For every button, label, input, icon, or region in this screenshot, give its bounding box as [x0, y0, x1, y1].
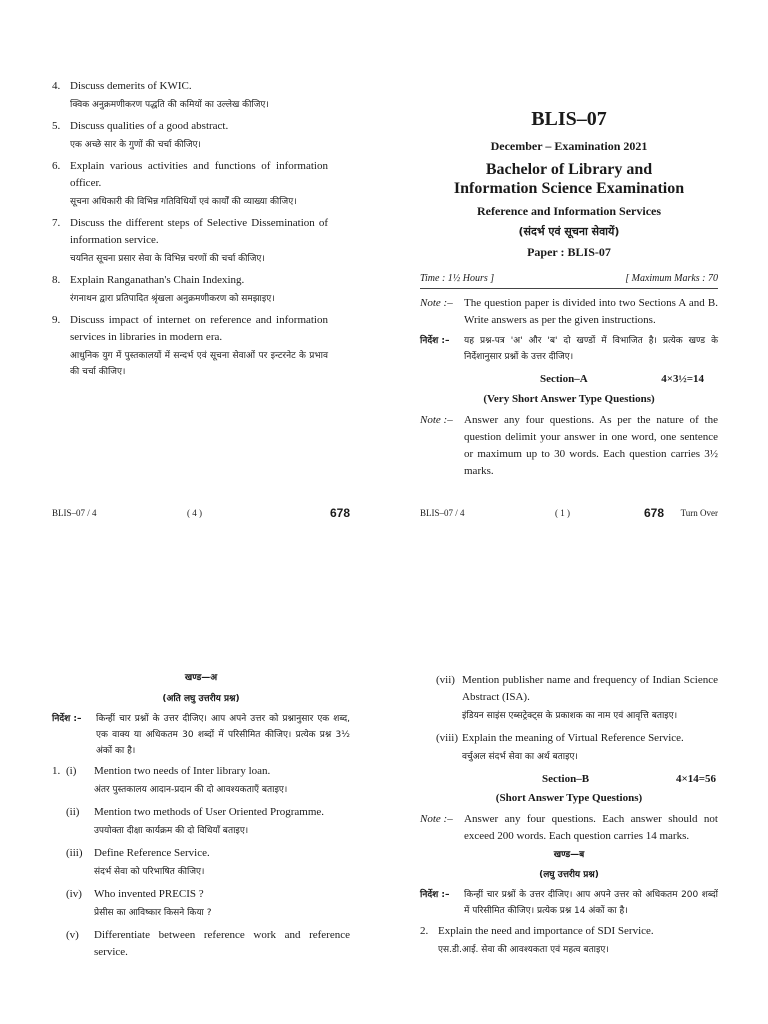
khand-b-nirdesh	[420, 887, 718, 919]
question-number: 6.	[52, 160, 61, 172]
subject-name: Reference and Information Services	[476, 204, 662, 218]
section-a-note	[420, 412, 718, 480]
nirdesh-label: निर्देश :–	[420, 336, 450, 346]
subquestion-label: (viii)	[436, 732, 458, 744]
question-text: Explain various activities and functions of information officer.	[70, 160, 328, 189]
question-text: Explain Ranganathan's Chain Indexing.	[70, 274, 245, 286]
section-a-marks: 4×3½=14	[661, 373, 704, 385]
khand-a-type: (अति लघु उत्तरीय प्रश्न)	[162, 694, 240, 704]
footer-page-number: ( 1 )	[555, 508, 570, 518]
question-text: Explain the need and importance of SDI Service.	[438, 925, 654, 937]
question-5	[52, 118, 328, 153]
subquestion-text: Who invented PRECIS ?	[94, 888, 204, 900]
question-number: 7.	[52, 217, 61, 229]
question-1	[52, 763, 350, 961]
exam-title-line1: Bachelor of Library and	[485, 161, 653, 178]
question-2	[420, 923, 718, 958]
subquestion-label: (iii)	[66, 847, 83, 859]
section-a-questions	[52, 670, 350, 961]
question-4	[52, 78, 328, 113]
exam-title-line2: Information Science Examination	[453, 180, 685, 197]
nirdesh-text: यह प्रश्न-पत्र 'अ' और 'ब' दो खण्डों में विभाजित है। प्रत्येक खण्ड के निर्देशानुसार प्रश्नों के उत्तर दीजिए।	[464, 336, 718, 362]
question-text-hindi: एस.डी.आई. सेवा की आवश्यकता एवं महत्व बताइए।	[438, 945, 609, 955]
note-text: The question paper is divided into two Sections A and B. Write answers as per the given instructions.	[464, 297, 718, 326]
subquestion-iii	[52, 845, 350, 880]
subquestion-i	[52, 763, 350, 798]
question-text: Discuss impact of internet on reference and information services in libraries in modern era.	[70, 314, 328, 343]
note-label: Note :–	[420, 813, 453, 825]
subquestion-text: Differentiate between reference work and reference service.	[94, 929, 350, 958]
question-number: 2.	[420, 925, 429, 937]
section-b-header	[420, 771, 718, 788]
khand-b-type: (लघु उत्तरीय प्रश्न)	[539, 870, 599, 880]
khand-b-title: खण्ड—ब	[553, 850, 585, 860]
question-number: 8.	[52, 274, 61, 286]
note-text: Answer any four questions. Each answer should not exceed 200 words. Each question carries 14 marks.	[464, 813, 718, 842]
footer-code: BLIS–07 / 4	[420, 508, 465, 518]
subquestion-text: Mention publisher name and frequency of Indian Science Abstract (ISA).	[462, 674, 718, 703]
paper-code-title: BLIS–07	[531, 108, 607, 130]
subquestion-text-hindi: वर्चुअल संदर्भ सेवा का अर्थ बताइए।	[462, 752, 578, 762]
question-8	[52, 272, 328, 307]
subquestion-text: Define Reference Service.	[94, 847, 210, 859]
turn-over-label: Turn Over	[680, 508, 718, 518]
subquestion-text-hindi: प्रेसीस का आविष्कार किसने किया ?	[94, 908, 212, 918]
footer-page-number: ( 4 )	[187, 508, 202, 518]
subquestion-label: (iv)	[66, 888, 82, 900]
nirdesh-label: निर्देश :–	[52, 714, 82, 724]
footer-number: 678	[329, 506, 350, 520]
time-marks-row	[420, 270, 718, 289]
subquestion-iv	[52, 886, 350, 921]
time-allowed: Time : 1½ Hours ]	[420, 273, 495, 284]
subquestion-text: Explain the meaning of Virtual Reference Service.	[462, 732, 684, 744]
question-6	[52, 158, 328, 210]
subquestion-ii	[52, 804, 350, 839]
subquestion-text-hindi: उपयोक्ता दीक्षा कार्यक्रम की दो विधियाँ बताइए।	[94, 826, 249, 836]
nirdesh-label: निर्देश :–	[420, 890, 450, 900]
question-text-hindi: आधुनिक युग में पुस्तकालयों में सन्दर्भ एवं सूचना सेवाओं पर इन्टरनेट के प्रभाव की चर्चा कीजिए।	[70, 351, 328, 377]
nirdesh-text: किन्हीं चार प्रश्नों के उत्तर दीजिए। आप अपने उत्तर को प्रश्नानुसार एक शब्द, एक वाक्य या अधिकतम 30 शब्दों में परिसीमित कीजिए। प्रत्येक प्रश्न 3½ अंकों का है।	[96, 714, 350, 756]
subquestion-text-hindi: संदर्भ सेवा को परिभाषित कीजिए।	[94, 867, 205, 877]
section-a-title: Section–A	[540, 373, 588, 385]
note-label: Note :–	[420, 297, 453, 309]
questions-list-left	[52, 78, 328, 385]
question-number: 4.	[52, 80, 61, 92]
question-number: 1.	[52, 765, 61, 777]
subquestion-viii	[420, 730, 718, 765]
general-note	[420, 295, 718, 329]
question-number: 9.	[52, 314, 61, 326]
subquestion-text-hindi: अंतर पुस्तकालय आदान-प्रदान की दो आवश्यकताएँ बताइए।	[94, 785, 288, 795]
footer-code: BLIS–07 / 4	[52, 508, 97, 518]
section-b-title: Section–B	[542, 773, 590, 785]
question-number: 5.	[52, 120, 61, 132]
exam-date: December – Examination 2021	[490, 139, 648, 153]
section-b-column	[420, 672, 718, 963]
note-text: Answer any four questions. As per the nature of the question delimit your answer in one word, one sentence or maximum up to 30 words. Each question carries 3½ marks.	[464, 414, 718, 477]
question-7	[52, 215, 328, 267]
subquestion-label: (vii)	[436, 674, 455, 686]
subquestion-label: (i)	[66, 765, 77, 777]
question-text: Discuss qualities of a good abstract.	[70, 120, 229, 132]
general-note-hindi	[420, 333, 718, 365]
note-label: Note :–	[420, 414, 453, 426]
question-text: Discuss the different steps of Selective Dissemination of information service.	[70, 217, 328, 246]
exam-page-lower	[0, 560, 768, 1024]
subquestion-label: (ii)	[66, 806, 80, 818]
section-b-note	[420, 811, 718, 845]
subquestion-label: (v)	[66, 929, 79, 941]
section-b-type: (Short Answer Type Questions)	[495, 792, 643, 804]
subquestion-text-hindi: इंडियन साइंस एब्सट्रेक्ट्स के प्रकाशक का नाम एवं आवृत्ति बताइए।	[462, 711, 678, 721]
question-text-hindi: रंगनाथन द्वारा प्रतिपादित श्रृंखला अनुक्रमणीकरण को समझाइए।	[70, 294, 275, 304]
question-text-hindi: चयनित सूचना प्रसार सेवा के विभिन्न चरणों की चर्चा कीजिए।	[70, 254, 265, 264]
question-9	[52, 312, 328, 380]
subquestion-text: Mention two methods of User Oriented Programme.	[94, 806, 325, 818]
question-text-hindi: सूचना अधिकारी की विभिन्न गतिविधियों एवं कार्यों की व्याख्या कीजिए।	[70, 197, 297, 207]
subquestion-vii	[420, 672, 718, 724]
section-a-type: (Very Short Answer Type Questions)	[483, 393, 655, 405]
section-b-marks: 4×14=56	[675, 773, 716, 785]
subquestion-text: Mention two needs of Inter library loan.	[94, 765, 271, 777]
khand-a-title: खण्ड—अ	[184, 673, 218, 683]
subject-name-hindi: (संदर्भ एवं सूचना सेवायें)	[518, 225, 620, 238]
nirdesh-text: किन्हीं चार प्रश्नों के उत्तर दीजिए। आप अपने उत्तर को अधिकतम 200 शब्दों में परिसीमित कीजिए। प्रत्येक प्रश्न 14 अंकों का है।	[464, 890, 718, 916]
subquestion-v	[52, 927, 350, 961]
khand-a-nirdesh	[52, 711, 350, 759]
maximum-marks: [ Maximum Marks : 70	[625, 273, 718, 284]
question-text: Discuss demerits of KWIC.	[70, 80, 192, 92]
footer-number: 678	[644, 506, 665, 520]
paper-label: Paper : BLIS-07	[527, 245, 611, 259]
question-text-hindi: एक अच्छे सार के गुणों की चर्चा कीजिए।	[70, 140, 201, 150]
question-text-hindi: क्विक अनुक्रमणीकरण पद्धति की कमियों का उल्लेख कीजिए।	[70, 100, 269, 110]
exam-cover	[420, 106, 718, 480]
section-a-header	[420, 371, 718, 388]
